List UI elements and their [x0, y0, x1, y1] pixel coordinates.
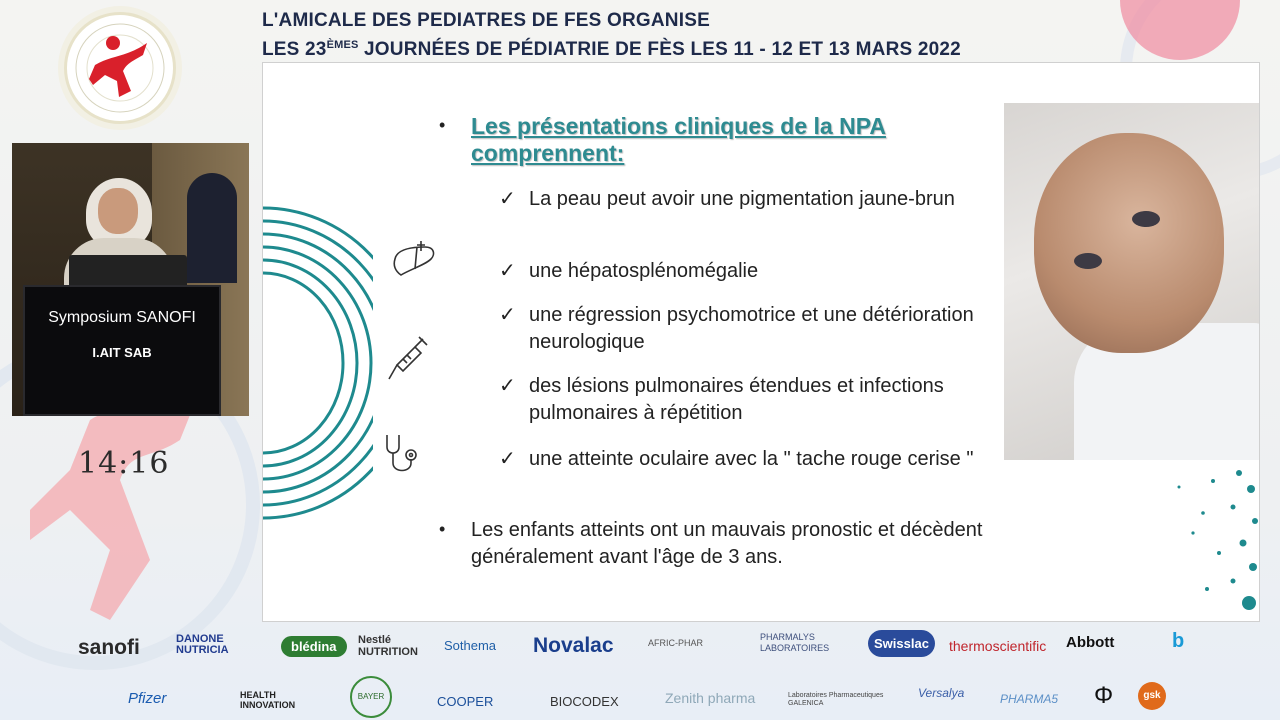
- prognosis-bullet: Les enfants atteints ont un mauvais pronostic et décèdent généralement avant l'âge de 3 ans.: [471, 519, 983, 568]
- check-icon: ✓: [499, 188, 516, 210]
- check-icon: ✓: [499, 260, 516, 282]
- liver-icon: [391, 241, 439, 281]
- bullet-dot: •: [439, 115, 446, 135]
- speaker-laptop: [69, 255, 187, 285]
- sponsor-logo: COOPER: [437, 694, 494, 709]
- bullet-dot: •: [439, 519, 446, 539]
- presentation-slide: [262, 62, 1260, 622]
- main-bullet-heading: Les présentations cliniques de la NPA comprennent:: [471, 113, 886, 166]
- header-line-1: L'AMICALE DES PEDIATRES DE FES ORGANISE: [262, 10, 710, 31]
- background-figure: [30, 380, 220, 630]
- sponsor-logo: Nestlé NUTRITION: [358, 634, 418, 658]
- patient-eye: [1074, 253, 1102, 269]
- sponsor-logo: thermoscientific: [949, 638, 1047, 654]
- header-line-2-suffix: JOURNÉES DE PÉDIATRIE DE FÈS LES 11 - 12 ET 13 MARS 2022: [358, 39, 961, 60]
- sponsor-logo: Φ: [1094, 682, 1114, 709]
- speaker-name: I.AIT SAB: [92, 345, 152, 360]
- sponsor-logo: Zenith pharma: [665, 690, 756, 706]
- decorative-splatter: [1143, 463, 1260, 613]
- patient-eye: [1132, 211, 1160, 227]
- sponsor-logo: BAYER: [350, 676, 392, 718]
- sponsors-strip: [0, 624, 1280, 720]
- header-line-2-superscript: ÈMES: [326, 39, 359, 51]
- check-icon: ✓: [499, 304, 516, 326]
- list-item-text: des lésions pulmonaires étendues et infections pulmonaires à répétition: [529, 375, 944, 424]
- sponsor-logo: Novalac: [533, 634, 614, 657]
- sponsor-logo: blédina: [281, 636, 347, 657]
- stethoscope-icon: [381, 431, 429, 479]
- sponsor-logo: PHARMALYS LABORATOIRES: [760, 632, 830, 653]
- list-item-text: une hépatosplénomégalie: [529, 260, 759, 282]
- sponsor-logo: Abbott: [1066, 634, 1115, 651]
- sponsor-logo: b: [1172, 630, 1185, 652]
- speaker-face: [98, 188, 138, 234]
- header-line-2: [262, 33, 1002, 62]
- decorative-arcs: [263, 203, 373, 523]
- list-item-text: une atteinte oculaire avec la " tache rouge cerise ": [529, 448, 974, 470]
- syringe-icon: [385, 335, 433, 383]
- clock: 14:16: [78, 446, 170, 481]
- list-item-text: une régression psychomotrice et une détérioration neurologique: [529, 304, 974, 353]
- header-line-2-prefix: LES 23: [262, 39, 327, 60]
- sponsor-logo: PHARMA5: [1000, 692, 1059, 706]
- patient-head: [1034, 133, 1224, 353]
- sponsor-logo: BIOCODEX: [550, 694, 619, 709]
- video-background-arch: [187, 173, 237, 283]
- sponsor-logo: Sothema: [444, 638, 497, 653]
- sponsor-logo: Versalya: [918, 686, 965, 700]
- sponsor-logo: gsk: [1138, 682, 1166, 710]
- sponsor-logo: Pfizer: [128, 690, 167, 707]
- podium: [23, 285, 221, 416]
- check-icon: ✓: [499, 448, 516, 470]
- sponsor-logo: Laboratoires Pharmaceutiques GALENICA: [788, 692, 884, 707]
- check-icon: ✓: [499, 375, 516, 397]
- list-item-text: La peau peut avoir une pigmentation jaune-brun: [529, 188, 955, 210]
- patient-photo: [1004, 103, 1260, 460]
- sponsor-logo: DANONE NUTRICIA: [176, 633, 229, 656]
- sponsor-logo: Swisslac: [868, 630, 935, 657]
- event-header: [262, 8, 1002, 62]
- sponsor-logo: sanofi: [78, 636, 140, 659]
- sponsor-logo: HEALTH INNOVATION: [240, 690, 296, 710]
- sponsor-logo: AFRIC-PHAR: [648, 638, 704, 648]
- podium-title: Symposium SANOFI: [48, 309, 196, 326]
- amicale-logo: [64, 12, 176, 124]
